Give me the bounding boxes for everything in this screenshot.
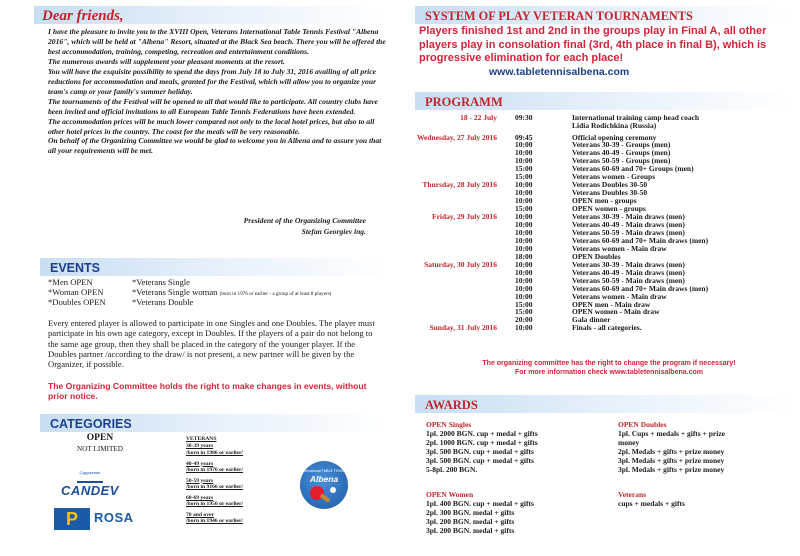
schedule-event: Veterans 60-69 and 70+ Main draws (men) (572, 283, 709, 293)
veteran-category (186, 512, 286, 525)
schedule-day: Friday, 29 July 2016 (431, 212, 497, 222)
awards-open-doubles (618, 421, 796, 474)
schedule-row (419, 324, 799, 332)
schedule-time: 10:00 (515, 212, 533, 222)
award-line: 3pl. 500 BGN. cup + medal + gifts (426, 455, 534, 465)
programm-notice-line: For more information check www.tabletennisalbena.com (514, 368, 703, 376)
schedule-time: 10:00 (515, 323, 533, 333)
schedule-day: Thursday, 28 July 2016 (422, 180, 497, 190)
category-open-label: OPEN (86, 433, 114, 443)
schedule-day: Saturday, 30 July 2016 (424, 259, 497, 269)
schedule-time: 10:00 (515, 180, 533, 190)
schedule-row (419, 122, 799, 130)
schedule-event: Finals - all categories. (572, 323, 642, 333)
rosa-logo-mark: P (54, 508, 90, 530)
paddle-handle-icon (320, 493, 330, 502)
schedule-event: OPEN men - Main draw (572, 299, 651, 309)
veteran-born: /born in 1946 or earlier/ (186, 518, 244, 525)
schedule-event: Gala dinner (572, 315, 611, 325)
letter-paragraph: On behalf of the Organizing Committee we would be glad to welcome you in Albena and to assure you that all your requirements will be met. (48, 136, 382, 156)
candev-logo-text: CANDEV (61, 483, 119, 498)
letter-paragraph: The accommodation prices will be much lower compared not only to the local hotel prices, but also to all other hotel prices in the country. The coast for the meals will be very reasonable. (48, 116, 375, 136)
award-heading: OPEN Women (426, 490, 474, 499)
award-line: 3pl. Medals + gifts + prize money (618, 455, 725, 465)
schedule-event: Veterans 30-39 - Main draws (men) (572, 212, 685, 222)
schedule-event: Veterans 60-69 and 70+ Main draws (men) (572, 235, 709, 245)
system-description: Players finished 1st and 2nd in the groups play in Final A, all other players play in consolation final (3rd, 4th place in final B), which is progressive elimination for each place! (419, 25, 767, 64)
programm-notice (419, 360, 799, 377)
events-notice: The Organizing Committee holds the right to make changes in events, without prior notice. (48, 381, 367, 402)
award-line: 1pl. 400 BGN. cup + medal + gifts (426, 498, 534, 508)
schedule-event: OPEN women - Main draw (572, 307, 660, 317)
award-heading: OPEN Doubles (618, 420, 667, 429)
schedule-event: OPEN men - groups (572, 196, 637, 206)
schedule-time: 15:00 (515, 204, 533, 214)
schedule-time: 15:00 (515, 164, 533, 174)
schedule-event: Veterans 50-59 - Main draws (men) (572, 275, 685, 285)
veteran-years: 50-59 years (186, 477, 214, 484)
veterans-title: VETERANS (186, 436, 217, 442)
award-line: 2pl. 300 BGN. medal + gifts (426, 507, 515, 517)
schedule-time: 10:00 (515, 219, 533, 229)
schedule-event: Veterans 60-69 and 70+ Groups (men) (572, 164, 694, 174)
albena-logo (300, 461, 348, 509)
website-link[interactable]: www.tabletennisalbena.com (489, 66, 630, 78)
schedule-event: Veterans 30-39 - Groups (men) (572, 140, 671, 150)
event-item: *Woman OPEN (48, 287, 104, 298)
rosa-logo (54, 508, 146, 530)
schedule-day: Sunday, 31 July 2016 (429, 323, 497, 333)
category-open (60, 433, 140, 453)
events-description: Every entered player is allowed to participate in one Singles and one Doubles. The player must participate in his own age category, except in Doubles. If the players of a pair do not belong to the same age group, then they shall be placed in the category of the younger player. If the Doubles partner /according to the draw/ is not present, a new partner will be given by the Organizer, if possible. (48, 318, 375, 370)
table-tennis-ball-icon (330, 487, 336, 493)
award-line: 1pl. Cups + medals + gifts + prize (618, 428, 725, 438)
award-line: 1pl. 2000 BGN. cup + medal + gifts (426, 428, 538, 438)
programm-schedule (416, 113, 799, 333)
rosa-logo-text: ROSA (94, 510, 134, 525)
schedule-event: OPEN Doubles (572, 251, 621, 261)
schedule-event: Veterans women - Main draw (572, 243, 667, 253)
schedule-time: 10:00 (515, 243, 533, 253)
event-item-note: (born in 1976 or earlier - a group of at least 8 players) (219, 291, 332, 298)
schedule-event: International training camp head coach (572, 113, 700, 122)
veteran-category (186, 443, 286, 456)
signature-name: Stefan Georgiev ing. (301, 227, 366, 236)
veteran-born: /born in 1976 or earlier/ (186, 466, 244, 473)
awards-title: AWARDS (425, 398, 478, 412)
schedule-event: Veterans 50-59 - Main draws (men) (572, 227, 685, 237)
schedule-time: 09:30 (515, 113, 533, 122)
event-item: *Veterans Double (132, 297, 194, 308)
event-item: *Veterans Single (132, 277, 190, 287)
veteran-category (186, 478, 286, 491)
letter-paragraph: I have the pleasure to invite you to the XVIII Open, Veterans International Table Tennis Festival "Albena 2016", which will be held at "Albena" Resort, situated at the Black Sea beach. There you will be offered the best accommodation, training, competing, recreation and entertainment conditions. (48, 27, 386, 56)
schedule-time: 15:00 (515, 172, 533, 182)
schedule-time: 10:00 (515, 156, 533, 166)
schedule-time: 18:00 (515, 251, 533, 261)
awards-open-singles (426, 421, 606, 474)
veteran-category (186, 495, 286, 508)
veterans-categories (186, 436, 286, 529)
schedule-event: Official opening ceremony (572, 132, 657, 142)
award-line: 3pl. Medals + gifts + prize money (618, 464, 725, 474)
schedule-event: Veterans women - Groups (572, 172, 656, 182)
letter-paragraph: The tournaments of the Festival will be opened to all that would like to participate. All country clubs have been invited and official invitations to all European Table Tennis Federations have been extended. (48, 96, 378, 116)
schedule-event: Veterans Doubles 30-50 (572, 180, 648, 190)
schedule-time: 10:00 (515, 291, 533, 301)
award-heading: Veterans (618, 490, 647, 499)
letter-paragraph: The numerous awards will supplement your pleasant moments at the resort. (48, 56, 285, 66)
event-item: *Doubles OPEN (48, 297, 106, 308)
invitation-letter (48, 27, 388, 156)
events-title: EVENTS (50, 261, 101, 275)
award-heading: OPEN Singles (426, 420, 472, 429)
schedule-day: 18 - 22 July (460, 113, 497, 122)
categories-title: CATEGORIES (50, 417, 132, 431)
letter-paragraph: You will have the exquisite possibility to spend the days from July 18 to July 31, 2016 availing of all price reductions for accommodation and meals, granted for the Festival, which will allow you to organize your team's camp or your family's summer holiday. (48, 66, 377, 96)
event-item-label: *Veterans Single woman (132, 287, 218, 298)
events-banner (40, 256, 390, 276)
programm-notice-line: The organizing committee has the right to change the program if necessary! (482, 360, 736, 367)
veteran-born: /born in 1986 or earlier/ (186, 449, 244, 456)
schedule-time: 10:00 (515, 227, 533, 237)
schedule-event: Lidia Rodichkina (Russia) (572, 120, 657, 130)
schedule-time: 15:00 (515, 307, 533, 317)
programm-title: PROGRAMM (425, 95, 503, 109)
categories-banner (40, 412, 390, 432)
candev-logo-small: Сдружение (79, 470, 101, 475)
awards-banner (415, 393, 795, 413)
albena-logo-small: International TABLE TENNIS (301, 469, 347, 473)
awards-open-women (426, 491, 606, 536)
albena-logo-text: Albena (309, 474, 339, 484)
award-line: 3pl. 200 BGN. medal + gifts (426, 525, 515, 535)
greeting-banner (34, 4, 389, 24)
schedule-event: Veterans Doubles 30-50 (572, 188, 648, 198)
schedule-event: OPEN women - groups (572, 204, 646, 214)
schedule-time: 10:00 (515, 267, 533, 277)
award-line: 3pl. 500 BGN. cup + medal + gifts (426, 446, 534, 456)
award-line: 2pl. Medals + gifts + prize money (618, 446, 725, 456)
greeting-text: Dear friends, (42, 8, 124, 24)
category-open-sub: NOT LIMITED (77, 445, 123, 453)
schedule-time: 10:00 (515, 259, 533, 269)
veteran-category (186, 461, 286, 474)
schedule-time: 10:00 (515, 275, 533, 285)
schedule-time: 10:00 (515, 235, 533, 245)
awards-veterans (618, 491, 796, 509)
candev-logo (54, 470, 126, 503)
schedule-event: Veterans 50-59 - Groups (men) (572, 156, 671, 166)
schedule-time: 10:00 (515, 148, 533, 158)
programm-banner (415, 90, 795, 110)
schedule-event: Veterans 40-49 - Main draws (men) (572, 267, 685, 277)
veteran-years: 70 and over (186, 511, 214, 518)
system-title: SYSTEM OF PLAY VETERAN TOURNAMENTS (425, 9, 693, 23)
schedule-event: Veterans women - Main draw (572, 291, 667, 301)
system-banner (415, 4, 795, 24)
veteran-years: 40-49 years (186, 460, 214, 467)
schedule-time: 10:00 (515, 283, 533, 293)
schedule-event: Veterans 30-39 - Main draws (men) (572, 259, 685, 269)
event-item: *Men OPEN (48, 277, 93, 287)
schedule-time: 10:00 (515, 188, 533, 198)
veteran-born: /born in 1956 or earlier/ (186, 501, 244, 508)
schedule-time: 20:00 (515, 315, 533, 325)
veteran-years: 30-39 years (186, 443, 214, 450)
veteran-born: /born in 9166 or earlier/ (186, 484, 244, 491)
award-line: cups + medals + gifts (618, 498, 685, 508)
award-line: money (618, 437, 640, 447)
schedule-day: Wednesday, 27 July 2016 (416, 132, 497, 142)
schedule-time: 09:45 (515, 132, 533, 142)
schedule-event: Veterans 40-49 - Groups (men) (572, 148, 671, 158)
veteran-years: 60-69 years (186, 494, 214, 501)
schedule-time: 15:00 (515, 299, 533, 309)
award-line: 2pl. 1000 BGN. cup + medal + gifts (426, 437, 538, 447)
award-line: 3pl. 200 BGN. medal + gifts (426, 516, 515, 526)
crown-icon (77, 475, 103, 483)
schedule-time: 10:00 (515, 140, 533, 150)
schedule-time: 10:00 (515, 196, 533, 206)
award-line: 5-8pl. 200 BGN. (426, 464, 478, 474)
schedule-event: Veterans 40-49 - Main draws (men) (572, 219, 685, 229)
signature-role: President of the Organizing Committee (243, 216, 366, 225)
